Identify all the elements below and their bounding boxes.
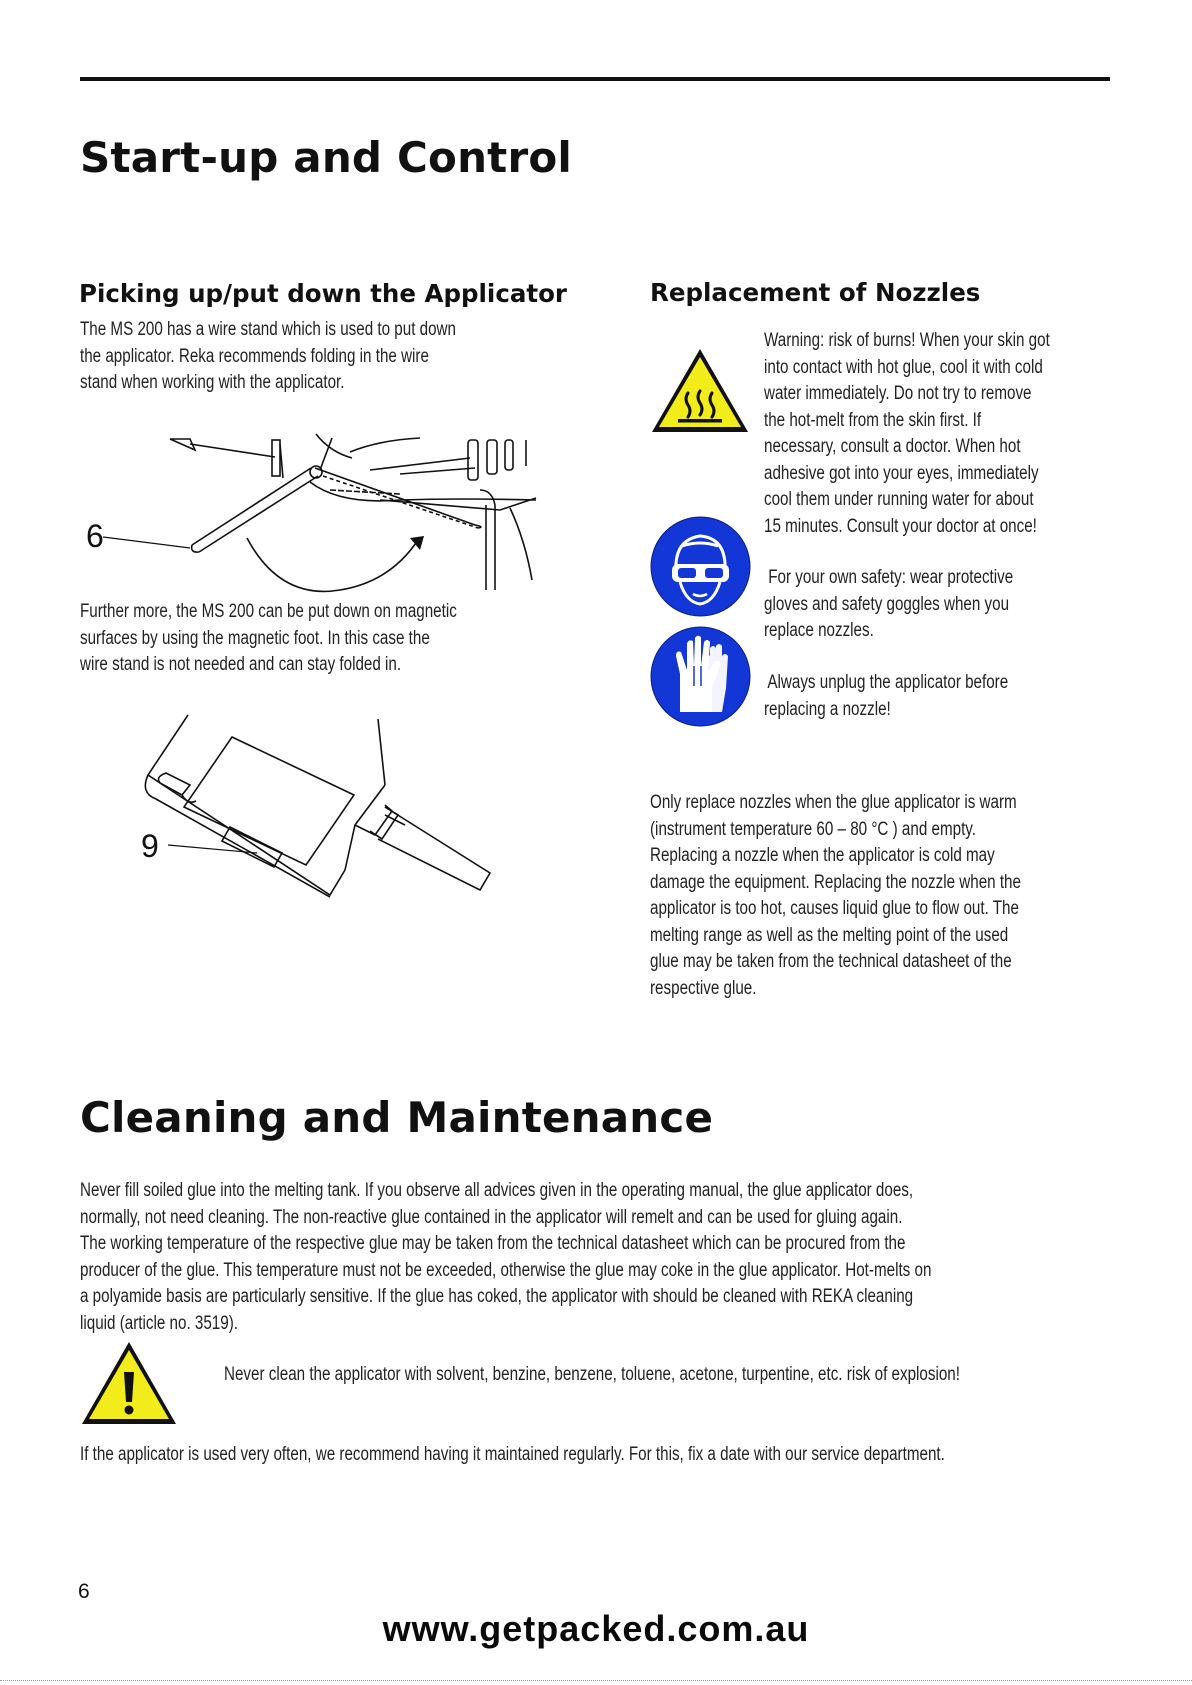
pickup-paragraph-1: The MS 200 has a wire stand which is used to put down the applicator. Reka recommends folding in the wire stand when working with the applicator. xyxy=(80,319,456,393)
cleaning-warning-text: Never clean the applicator with solvent, benzine, benzene, toluene, acetone, turpentine, etc. risk of explosion! xyxy=(224,1364,960,1385)
magnetic-foot-figure xyxy=(130,715,510,935)
service-text: If the applicator is used very often, we recommend having it maintained regularly. For this, fix a date with our service department. xyxy=(80,1444,945,1465)
nozzles-unplug-text: Always unplug the applicator before replacing a nozzle! xyxy=(764,672,1009,720)
safety-goggles-icon xyxy=(650,516,751,617)
footer-url[interactable]: www.getpacked.com.au xyxy=(382,1608,810,1649)
page-number: 6 xyxy=(78,1580,90,1603)
pickup-paragraph-2: Further more, the MS 200 can be put down on magnetic surfaces by using the magnetic foot. In this case the wire stand is not needed and can stay folded in. xyxy=(80,601,457,675)
nozzles-warning-text: Warning: risk of burns! When your skin got into contact with hot glue, cool it with cold water immediately. Do not try to remove the hot-melt from the skin first. If necessary, consult a doctor. When hot adhesive got into your eyes, immediately cool them under running water for about 15 minutes. Consult your doctor at once! xyxy=(764,330,1050,537)
nozzles-paragraph: Only replace nozzles when the glue applicator is warm (instrument temperature 60 – 80 °C ) and empty. Replacing a nozzle when the applicator is cold may damage the equipment. Replacing the nozzle when the applicator is too hot, causes liquid glue to flow out. The melting range as well as the melting point of the used glue may be taken from the technical datasheet of the respective glue. xyxy=(650,792,1021,999)
cleaning-paragraph: Never fill soiled glue into the melting tank. If you observe all advices given in the operating manual, the glue applicator does, normally, not need cleaning. The non-reactive glue contained in the applicator will remelt and can be used for gluing again. The working temperature of the respective glue may be taken from the technical datasheet which can be procured from the producer of the glue. This temperature must not be exceeded, otherwise the glue may coke in the glue applicator. Hot-melts on a polyamide basis are particularly sensitive. If the glue has coked, the applicator with should be cleaned with REKA cleaning liquid (article no. 3519). xyxy=(80,1180,932,1334)
figure2-callout-label: 9 xyxy=(141,828,159,864)
general-warning-icon xyxy=(80,1340,178,1426)
nozzles-safety-text: For your own safety: wear protective gloves and safety goggles when you replace nozzles. xyxy=(764,567,1014,641)
cleaning-title: Cleaning and Maintenance xyxy=(80,1093,714,1142)
wire-stand-figure xyxy=(80,430,540,610)
page-title: Start-up and Control xyxy=(80,133,573,182)
pickup-heading: Picking up/put down the Applicator xyxy=(79,279,568,308)
nozzles-heading: Replacement of Nozzles xyxy=(650,278,981,307)
protective-gloves-icon xyxy=(650,626,751,727)
bottom-dotted-border xyxy=(0,1680,1192,1681)
top-rule xyxy=(80,77,1110,81)
hot-surface-warning-icon xyxy=(650,347,750,435)
figure1-callout-label: 6 xyxy=(86,518,104,554)
